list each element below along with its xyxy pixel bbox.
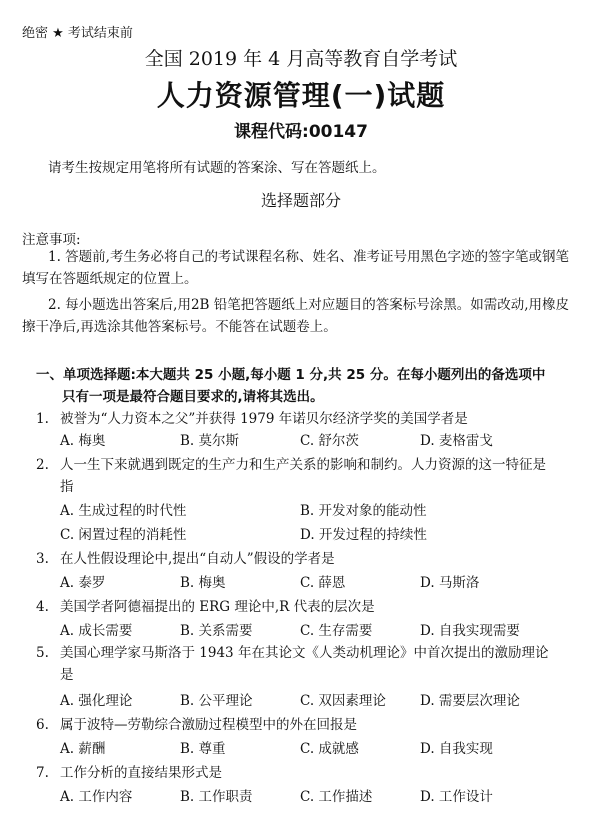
question-number: 5. [36,645,49,661]
question [36,714,576,736]
option-a: A. 薪酬 [60,741,106,757]
option-d: D. 麦格雷戈 [420,433,493,449]
paper-title: 人力资源管理(一)试题 [156,79,446,112]
option-c: C. 舒尔茨 [300,433,359,449]
option-c: C. 双因素理论 [300,693,386,709]
option-d: D. 需要层次理论 [420,693,520,709]
option-a: A. 泰罗 [60,575,106,591]
question-number: 4. [36,599,49,615]
option-b: B. 莫尔斯 [180,433,240,449]
question-stem-continued: 是 [60,667,74,683]
answer-instruction: 请考生按规定用笔将所有试题的答案涂、写在答题纸上。 [48,160,386,176]
part-heading-line2: 只有一项是最符合题目要求的,请将其选出。 [62,389,324,405]
option-row [60,524,580,546]
option-a: A. 生成过程的时代性 [60,503,187,519]
option-row [60,430,580,452]
notes-heading: 注意事项: [22,232,81,248]
option-row [60,786,580,808]
option-b: B. 工作职责 [180,789,253,805]
option-row [60,738,580,760]
question-stem-continued: 指 [60,479,74,495]
question-number: 6. [36,717,49,733]
question-stem: 在人性假设理论中,提出“自动人”假设的学者是 [60,551,335,567]
question-number: 3. [36,551,49,567]
course-code: 课程代码:00147 [234,122,368,142]
option-row [60,572,580,594]
option-a: A. 梅奥 [60,433,106,449]
option-a: A. 工作内容 [60,789,133,805]
question-number: 7. [36,765,49,781]
question-stem: 人一生下来就遇到既定的生产力和生产关系的影响和制约。人力资源的这一特征是 [60,457,546,473]
question [36,408,576,430]
option-d: D. 开发过程的持续性 [300,527,427,543]
option-c: C. 闲置过程的消耗性 [60,527,187,543]
part-heading-line1: 一、单项选择题:本大题共 25 小题,每小题 1 分,共 25 分。在每小题列出的备选项中 [36,367,546,383]
question-stem: 属于波特—劳勒综合激励过程模型中的外在回报是 [60,717,357,733]
question-number: 2. [36,457,49,473]
note-item: 1. 答题前,考生务必将自己的考试课程名称、姓名、准考证号用黑色字迹的签字笔或钢笔填写在答题纸规定的位置上。 [22,249,569,287]
option-b: B. 关系需要 [180,623,253,639]
option-c: C. 生存需要 [300,623,373,639]
option-d: D. 工作设计 [420,789,493,805]
option-b: B. 开发对象的能动性 [300,503,427,519]
note-item: 2. 每小题选出答案后,用2B 铅笔把答题纸上对应题目的答案标号涂黑。如需改动,用橡皮擦干净后,再选涂其他答案标号。不能答在试题卷上。 [22,297,570,335]
section-title: 选择题部分 [260,191,341,210]
question [36,548,576,570]
option-row [60,690,580,712]
option-b: B. 尊重 [180,741,226,757]
question-stem: 工作分析的直接结果形式是 [60,765,222,781]
question-stem: 美国心理学家马斯洛于 1943 年在其论文《人类动机理论》中首次提出的激励理论 [60,645,549,661]
confidential-label: 绝密 ★ 考试结束前 [22,26,133,41]
option-a: A. 成长需要 [60,623,133,639]
option-d: D. 马斯洛 [420,575,480,591]
option-c: C. 工作描述 [300,789,373,805]
question [36,762,576,784]
question-stem: 被誉为“人力资本之父”并获得 1979 年诺贝尔经济学奖的美国学者是 [60,411,468,427]
option-row [60,500,580,522]
option-d: D. 自我实现 [420,741,493,757]
option-a: A. 强化理论 [60,693,133,709]
question-number: 1. [36,411,49,427]
option-row [60,620,580,642]
option-b: B. 梅奥 [180,575,226,591]
question [36,596,576,618]
exam-title: 全国 2019 年 4 月高等教育自学考试 [144,48,458,70]
part-heading [36,364,576,408]
question-stem: 美国学者阿德福提出的 ERG 理论中,R 代表的层次是 [60,599,375,615]
question [36,642,576,686]
option-b: B. 公平理论 [180,693,253,709]
option-d: D. 自我实现需要 [420,623,520,639]
option-c: C. 成就感 [300,741,359,757]
option-c: C. 薛恩 [300,575,346,591]
question [36,454,576,498]
